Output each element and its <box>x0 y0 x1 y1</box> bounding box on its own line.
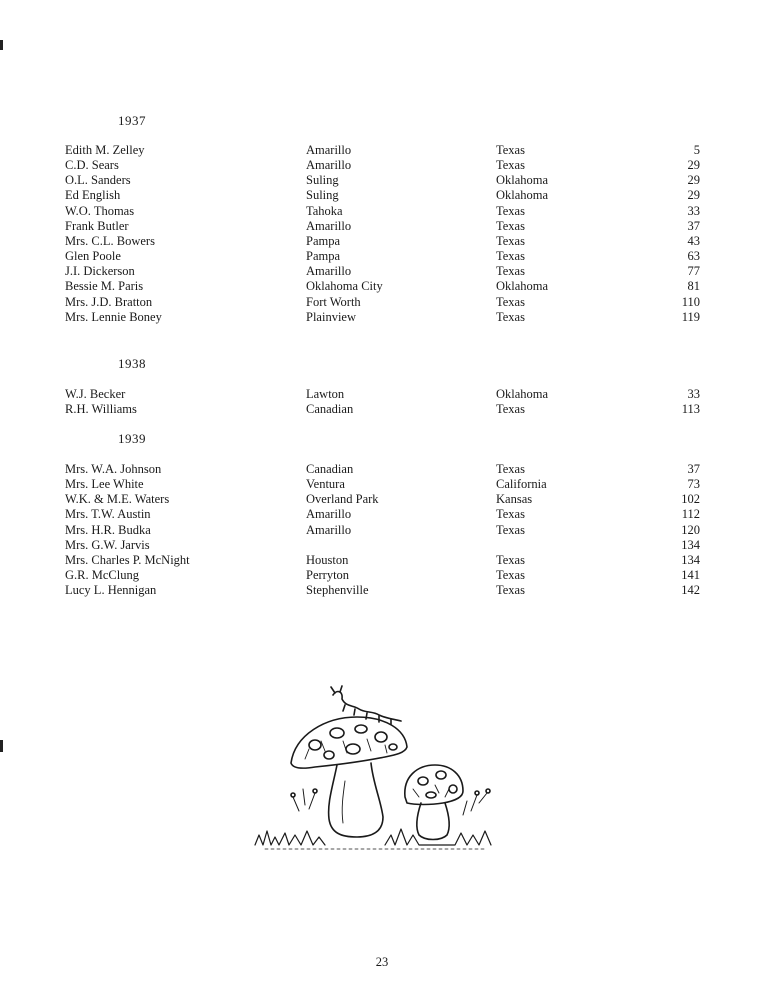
member-state: Texas <box>496 233 525 248</box>
member-number: 33 <box>687 203 700 218</box>
table-row <box>0 249 764 264</box>
table-row <box>0 264 764 279</box>
member-name: J.I. Dickerson <box>65 264 135 279</box>
member-name: Ed English <box>65 188 121 203</box>
member-name: W.J. Becker <box>65 387 126 401</box>
year-heading-1939: 1939 <box>118 431 146 446</box>
table-row <box>0 158 764 173</box>
member-state: Texas <box>496 218 525 233</box>
table-row <box>0 279 764 294</box>
member-number: 29 <box>687 173 700 188</box>
member-number: 5 <box>693 143 700 157</box>
member-number: 63 <box>687 249 700 264</box>
member-name: Lucy L. Hennigan <box>65 583 157 598</box>
member-city: Suling <box>306 173 339 188</box>
member-number: 113 <box>681 402 700 417</box>
member-city: Pampa <box>306 249 341 264</box>
member-state: Oklahoma <box>496 173 549 188</box>
member-city: Fort Worth <box>306 294 361 309</box>
member-city: Plainview <box>306 309 356 324</box>
member-name: Mrs. Lennie Boney <box>65 309 162 324</box>
member-city: Houston <box>306 552 349 567</box>
table-row <box>0 568 764 583</box>
table-row <box>0 310 764 325</box>
table-row <box>0 507 764 522</box>
member-state: Oklahoma <box>496 387 549 401</box>
member-state: Texas <box>496 568 525 583</box>
member-number: 102 <box>681 492 700 507</box>
member-name: O.L. Sanders <box>65 173 131 188</box>
member-name: Mrs. J.D. Bratton <box>65 294 153 309</box>
table-row <box>0 295 764 310</box>
member-state: Texas <box>496 309 525 324</box>
member-state: Texas <box>496 462 525 476</box>
member-number: 29 <box>687 158 700 173</box>
table-row <box>0 523 764 538</box>
member-number: 29 <box>687 188 700 203</box>
member-city: Canadian <box>306 402 354 417</box>
year-heading-1938: 1938 <box>118 356 146 371</box>
member-state: Texas <box>496 402 525 417</box>
member-city: Amarillo <box>306 158 352 173</box>
table-row <box>0 204 764 219</box>
member-city: Perryton <box>306 568 350 583</box>
member-state: Texas <box>496 143 525 157</box>
table-row <box>0 234 764 249</box>
member-number: 37 <box>687 462 700 476</box>
member-number: 134 <box>681 552 700 567</box>
member-number: 142 <box>681 583 700 598</box>
table-row <box>0 492 764 507</box>
member-name: W.K. & M.E. Waters <box>65 492 170 507</box>
member-state: Texas <box>496 249 525 264</box>
member-city: Oklahoma City <box>306 279 383 294</box>
member-name: Bessie M. Paris <box>65 279 144 294</box>
member-city: Amarillo <box>306 522 352 537</box>
member-city: Stephenville <box>306 583 369 598</box>
member-number: 43 <box>687 233 700 248</box>
member-name: Edith M. Zelley <box>65 143 145 157</box>
member-number: 134 <box>681 537 700 552</box>
member-city: Amarillo <box>306 218 352 233</box>
table-row <box>0 402 764 417</box>
member-name: Mrs. G.W. Jarvis <box>65 537 150 552</box>
member-number: 73 <box>687 477 700 492</box>
member-name: Mrs. C.L. Bowers <box>65 233 155 248</box>
member-name: Frank Butler <box>65 218 129 233</box>
member-state: Texas <box>496 203 525 218</box>
member-state: Texas <box>496 158 525 173</box>
mushroom-caterpillar-illustration <box>245 685 505 855</box>
year-heading-1937: 1937 <box>118 113 146 128</box>
table-row <box>0 143 764 158</box>
member-number: 120 <box>681 522 700 537</box>
member-city: Ventura <box>306 477 345 492</box>
member-name: R.H. Williams <box>65 402 137 417</box>
member-name: G.R. McClung <box>65 568 139 583</box>
member-city: Overland Park <box>306 492 379 507</box>
member-city: Amarillo <box>306 507 352 522</box>
member-number: 141 <box>681 568 700 583</box>
table-row <box>0 462 764 477</box>
member-number: 119 <box>681 309 700 324</box>
member-number: 37 <box>687 218 700 233</box>
member-city: Lawton <box>306 387 345 401</box>
member-name: Mrs. Charles P. McNight <box>65 552 190 567</box>
member-city: Tahoka <box>306 203 343 218</box>
member-number: 33 <box>687 387 700 401</box>
table-row <box>0 477 764 492</box>
table-row <box>0 188 764 203</box>
member-number: 110 <box>681 294 700 309</box>
member-name: Mrs. T.W. Austin <box>65 507 151 522</box>
member-state: Texas <box>496 294 525 309</box>
member-city: Pampa <box>306 233 341 248</box>
member-state: Texas <box>496 264 525 279</box>
member-number: 77 <box>687 264 700 279</box>
table-row <box>0 583 764 598</box>
member-name: Glen Poole <box>65 249 121 264</box>
scan-edge-mark <box>0 740 3 752</box>
member-name: Mrs. W.A. Johnson <box>65 462 162 476</box>
member-state: Oklahoma <box>496 279 549 294</box>
table-row <box>0 538 764 553</box>
table-row <box>0 219 764 234</box>
member-state: California <box>496 477 547 492</box>
member-state: Texas <box>496 552 525 567</box>
table-row <box>0 173 764 188</box>
member-state: Texas <box>496 583 525 598</box>
table-row <box>0 553 764 568</box>
member-city: Amarillo <box>306 143 352 157</box>
member-name: W.O. Thomas <box>65 203 135 218</box>
member-state: Texas <box>496 522 525 537</box>
table-row <box>0 387 764 402</box>
member-city: Amarillo <box>306 264 352 279</box>
member-name: Mrs. Lee White <box>65 477 144 492</box>
page-number: 23 <box>375 955 389 969</box>
member-city: Canadian <box>306 462 354 476</box>
member-name: C.D. Sears <box>65 158 119 173</box>
member-number: 112 <box>681 507 700 522</box>
scan-edge-mark <box>0 40 3 50</box>
member-city: Suling <box>306 188 339 203</box>
member-state: Oklahoma <box>496 188 549 203</box>
member-number: 81 <box>687 279 700 294</box>
member-name: Mrs. H.R. Budka <box>65 522 151 537</box>
member-state: Kansas <box>496 492 533 507</box>
member-state: Texas <box>496 507 525 522</box>
